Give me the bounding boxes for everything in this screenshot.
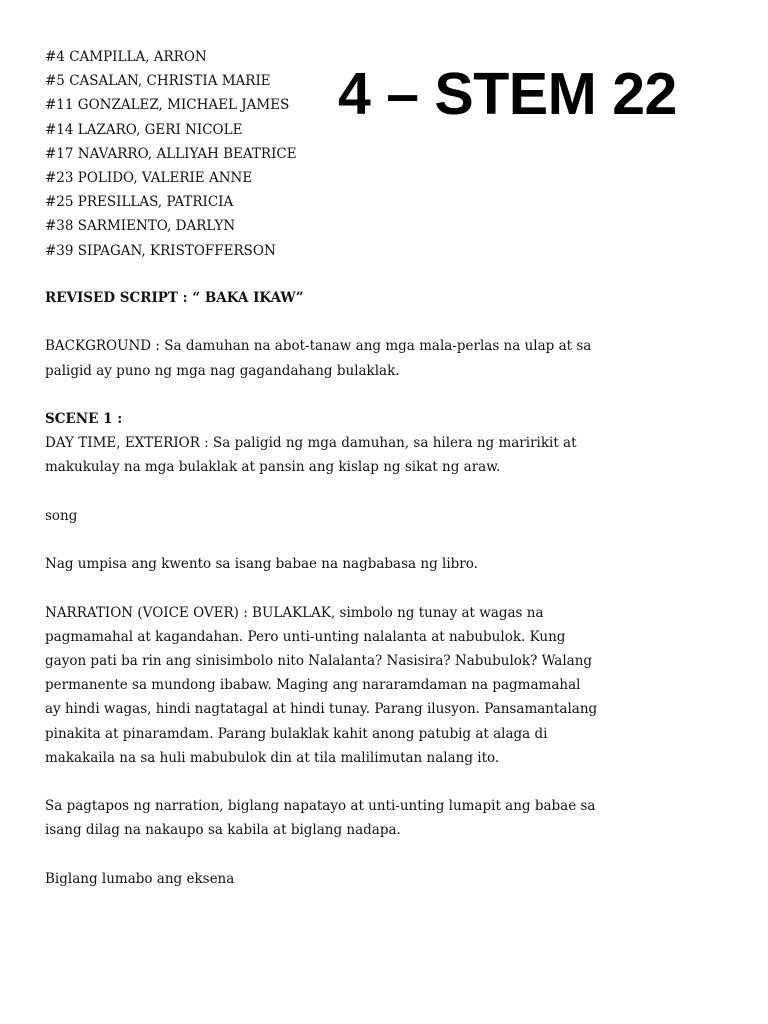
script-title: REVISED SCRIPT : “ BAKA IKAW” xyxy=(45,290,304,306)
text-line: NARRATION (VOICE OVER) : BULAKLAK, simbolo ng tunay at wagas na xyxy=(45,604,544,621)
member-name: #11 GONZALEZ, MICHAEL JAMES xyxy=(45,97,290,114)
text-line: pagmamahal at kagandahan. Pero unti-unting nalalanta at nabubulok. Kung xyxy=(45,628,566,645)
script-body xyxy=(45,286,605,915)
section-title: 4 – STEM 22 xyxy=(338,61,677,127)
narration-paragraph xyxy=(45,601,605,770)
text-line: Sa pagtapos ng narration, biglang napatayo at unti-unting lumapit ang babae sa xyxy=(45,798,596,815)
background-paragraph xyxy=(45,334,605,382)
action-paragraph xyxy=(45,794,605,842)
opening-paragraph: Nag umpisa ang kwento sa isang babae na nagbabasa ng libro. xyxy=(45,556,478,573)
member-name: #17 NAVARRO, ALLIYAH BEATRICE xyxy=(45,145,297,162)
member-name: #4 CAMPILLA, ARRON xyxy=(45,49,207,65)
member-name: #14 LAZARO, GERI NICOLE xyxy=(45,121,243,138)
member-name: #25 PRESILLAS, PATRICIA xyxy=(45,194,234,211)
text-line: DAY TIME, EXTERIOR : Sa paligid ng mga damuhan, sa hilera ng maririkit at xyxy=(45,435,577,452)
song-cue: song xyxy=(45,507,78,524)
text-line: permanente sa mundong ibabaw. Maging ang nararamdaman na pagmamahal xyxy=(45,677,581,694)
text-line: BACKGROUND : Sa damuhan na abot-tanaw ang mga mala-perlas na ulap at sa xyxy=(45,338,592,355)
member-name: #23 POLIDO, VALERIE ANNE xyxy=(45,170,253,187)
text-line: makakaila na sa huli mabubulok din at tila malilimutan nalang ito. xyxy=(45,749,500,766)
member-name: #38 SARMIENTO, DARLYN xyxy=(45,218,236,235)
text-line: isang dilag na nakaupo sa kabila at biglang nadapa. xyxy=(45,822,401,839)
text-line: makukulay na mga bulaklak at pansin ang kislap ng sikat ng araw. xyxy=(45,459,501,476)
scene-heading: SCENE 1 : xyxy=(45,410,123,427)
text-line: pinakita at pinaramdam. Parang bulaklak kahit anong patubig at alaga di xyxy=(45,725,548,742)
closing-paragraph: Biglang lumabo ang eksena xyxy=(45,870,235,887)
member-name: #5 CASALAN, CHRISTIA MARIE xyxy=(45,73,271,90)
member-list xyxy=(45,45,345,263)
text-line: ay hindi wagas, hindi nagtatagal at hindi tunay. Parang ilusyon. Pansamantalang xyxy=(45,701,598,718)
scene-1-block xyxy=(45,407,605,480)
text-line: gayon pati ba rin ang sinisimbolo nito Nalalanta? Nasisira? Nabubulok? Walang xyxy=(45,652,593,669)
member-name: #39 SIPAGAN, KRISTOFFERSON xyxy=(45,242,276,259)
text-line: paligid ay puno ng mga nag gagandahang bulaklak. xyxy=(45,362,400,379)
